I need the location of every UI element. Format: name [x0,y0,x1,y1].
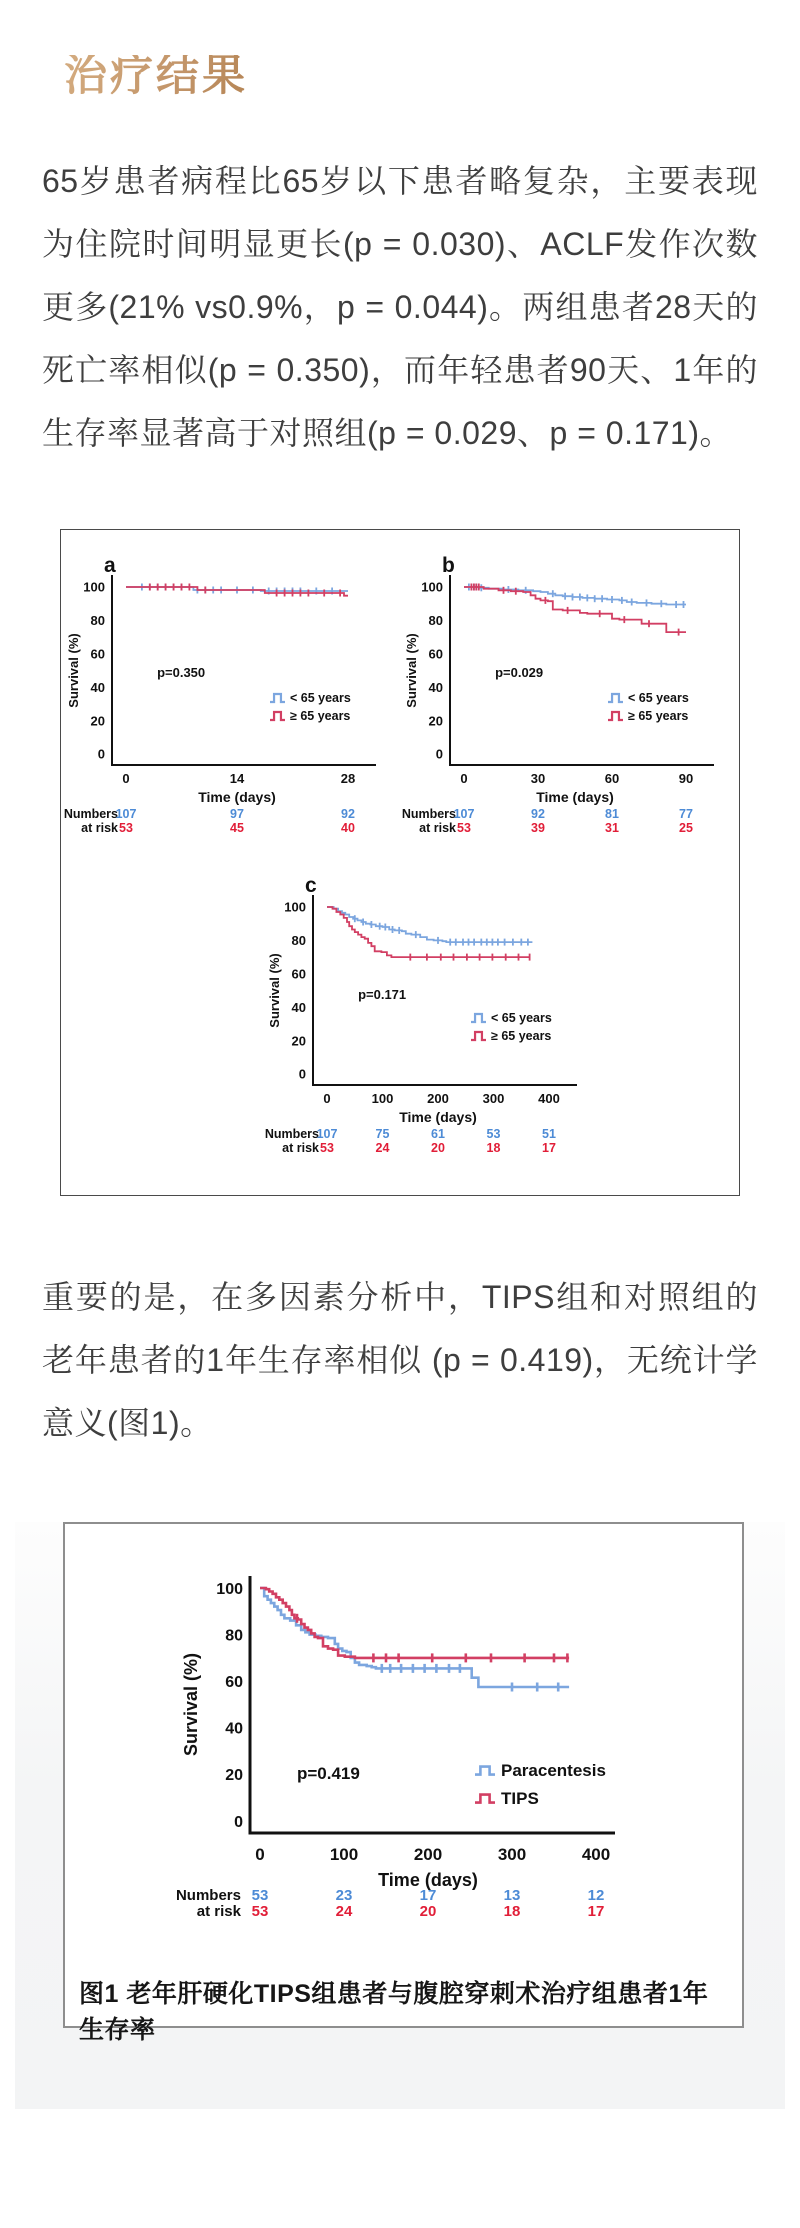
svg-text:20: 20 [225,1767,243,1785]
svg-text:< 65 years: < 65 years [628,691,689,705]
svg-text:Numbers: Numbers [64,807,118,821]
svg-text:53: 53 [251,1903,269,1920]
svg-text:at risk: at risk [419,821,456,835]
km-chart-panel-b [402,540,736,840]
svg-text:24: 24 [335,1903,353,1920]
svg-text:53: 53 [251,1887,269,1904]
svg-text:20: 20 [428,713,443,729]
svg-text:97: 97 [230,807,244,821]
svg-text:0: 0 [255,1845,265,1864]
svg-text:0: 0 [435,746,443,762]
svg-text:40: 40 [225,1720,243,1738]
svg-text:Time (days): Time (days) [198,789,276,805]
svg-text:40: 40 [90,679,105,695]
svg-text:Survival (%): Survival (%) [267,953,282,1028]
svg-text:300: 300 [497,1845,527,1864]
svg-text:92: 92 [531,807,545,821]
svg-text:Survival (%): Survival (%) [181,1652,201,1757]
svg-text:400: 400 [581,1845,611,1864]
svg-text:81: 81 [605,807,619,821]
svg-text:0: 0 [460,771,468,786]
svg-text:90: 90 [678,771,694,786]
svg-text:24: 24 [375,1141,390,1155]
km-chart-figure1 [91,1558,711,1934]
figure1-caption: 图1 老年肝硬化TIPS组患者与腹腔穿刺术治疗组患者1年生存率 [79,1980,709,2044]
section-heading: 治疗结果 [64,55,324,98]
svg-text:45: 45 [230,821,244,835]
svg-text:Numbers: Numbers [175,1887,241,1904]
svg-text:107: 107 [115,807,137,821]
svg-text:14: 14 [229,771,245,786]
svg-text:107: 107 [453,807,475,821]
svg-text:39: 39 [531,821,545,835]
svg-text:100: 100 [371,1091,394,1106]
svg-text:≥ 65 years: ≥ 65 years [290,709,351,723]
svg-text:0: 0 [97,746,105,762]
svg-text:Numbers: Numbers [402,807,456,821]
figure1-box [63,1522,744,2044]
svg-text:13: 13 [503,1887,521,1904]
svg-text:p=0.029: p=0.029 [495,665,544,681]
svg-text:Time (days): Time (days) [399,1109,477,1125]
svg-text:0: 0 [234,1813,243,1831]
svg-text:100: 100 [421,579,443,595]
svg-text:80: 80 [90,613,105,629]
km-chart-panel-c [265,860,599,1160]
svg-text:40: 40 [428,679,443,695]
paragraph-outcomes: 65岁患者病程比65岁以下患者略复杂，主要表现为住院时间明显更长(p = 0.030)、ACLF发作次数更多(21% vs0.9%，p = 0.044)。两组患者28天的死亡率相似(p = 0.350)，而年轻患者90天、1年的生存率显著高于对照组(p = 0.029、p = 0.171)。 [42,163,758,451]
svg-text:17: 17 [587,1903,605,1920]
svg-text:< 65 years: < 65 years [491,1011,552,1025]
svg-text:61: 61 [431,1127,445,1141]
svg-text:Survival (%): Survival (%) [66,633,81,708]
svg-text:77: 77 [679,807,693,821]
svg-text:400: 400 [538,1091,560,1106]
svg-text:200: 200 [413,1845,443,1864]
svg-text:p=0.171: p=0.171 [358,986,407,1002]
svg-text:60: 60 [604,771,620,786]
svg-text:a: a [104,554,116,577]
svg-text:at risk: at risk [81,821,118,835]
svg-text:20: 20 [291,1033,306,1049]
svg-text:20: 20 [431,1141,445,1155]
svg-text:Paracentesis: Paracentesis [501,1761,606,1780]
svg-text:80: 80 [291,933,306,949]
svg-text:Numbers: Numbers [265,1127,319,1141]
svg-text:≥ 65 years: ≥ 65 years [628,709,689,723]
svg-text:75: 75 [375,1127,390,1141]
svg-text:p=0.350: p=0.350 [157,665,206,681]
svg-text:TIPS: TIPS [501,1789,539,1808]
svg-text:p=0.419: p=0.419 [296,1764,360,1784]
paragraph-multivariate: 重要的是，在多因素分析中，TIPS组和对照组的老年患者的1年生存率相似 (p = 0.419)，无统计学意义(图1)。 [42,1279,758,1441]
svg-text:60: 60 [291,966,306,982]
svg-text:53: 53 [486,1127,501,1141]
figure1-card [15,1522,785,2109]
svg-text:20: 20 [90,713,105,729]
svg-text:30: 30 [530,771,546,786]
figure-survival-panels [60,529,740,1196]
svg-text:40: 40 [291,999,306,1015]
svg-text:51: 51 [542,1127,556,1141]
svg-text:Time (days): Time (days) [378,1870,478,1890]
svg-text:0: 0 [323,1091,331,1106]
svg-text:100: 100 [83,579,105,595]
figure-panels-row-ab [64,540,736,840]
svg-text:100: 100 [284,899,306,915]
svg-text:60: 60 [90,646,105,662]
svg-text:80: 80 [428,613,443,629]
svg-text:Time (days): Time (days) [536,789,614,805]
svg-text:60: 60 [225,1673,243,1691]
svg-text:100: 100 [329,1845,359,1864]
svg-text:28: 28 [340,771,356,786]
svg-text:300: 300 [482,1091,505,1106]
svg-text:107: 107 [316,1127,338,1141]
svg-text:53: 53 [119,821,133,835]
svg-text:0: 0 [298,1066,306,1082]
svg-text:53: 53 [457,821,471,835]
svg-text:at risk: at risk [282,1141,319,1155]
svg-text:17: 17 [542,1141,556,1155]
svg-text:23: 23 [335,1887,353,1904]
svg-text:17: 17 [419,1887,437,1904]
svg-text:31: 31 [605,821,619,835]
svg-text:100: 100 [216,1580,243,1598]
svg-text:≥ 65 years: ≥ 65 years [491,1029,552,1043]
svg-text:60: 60 [428,646,443,662]
svg-text:0: 0 [122,771,130,786]
svg-text:c: c [305,874,317,897]
svg-text:20: 20 [419,1903,437,1920]
km-chart-panel-a [64,540,398,840]
svg-text:b: b [442,554,455,577]
svg-text:< 65 years: < 65 years [290,691,351,705]
svg-text:92: 92 [341,807,355,821]
svg-text:200: 200 [427,1091,449,1106]
figure-panels-row-c [64,860,736,1160]
svg-text:Survival (%): Survival (%) [404,633,419,708]
svg-text:18: 18 [486,1141,501,1155]
svg-text:40: 40 [341,821,355,835]
svg-text:25: 25 [679,821,693,835]
svg-text:80: 80 [225,1627,243,1645]
svg-text:12: 12 [587,1887,605,1904]
svg-text:53: 53 [320,1141,334,1155]
svg-text:at risk: at risk [196,1903,241,1920]
svg-text:18: 18 [503,1903,521,1920]
